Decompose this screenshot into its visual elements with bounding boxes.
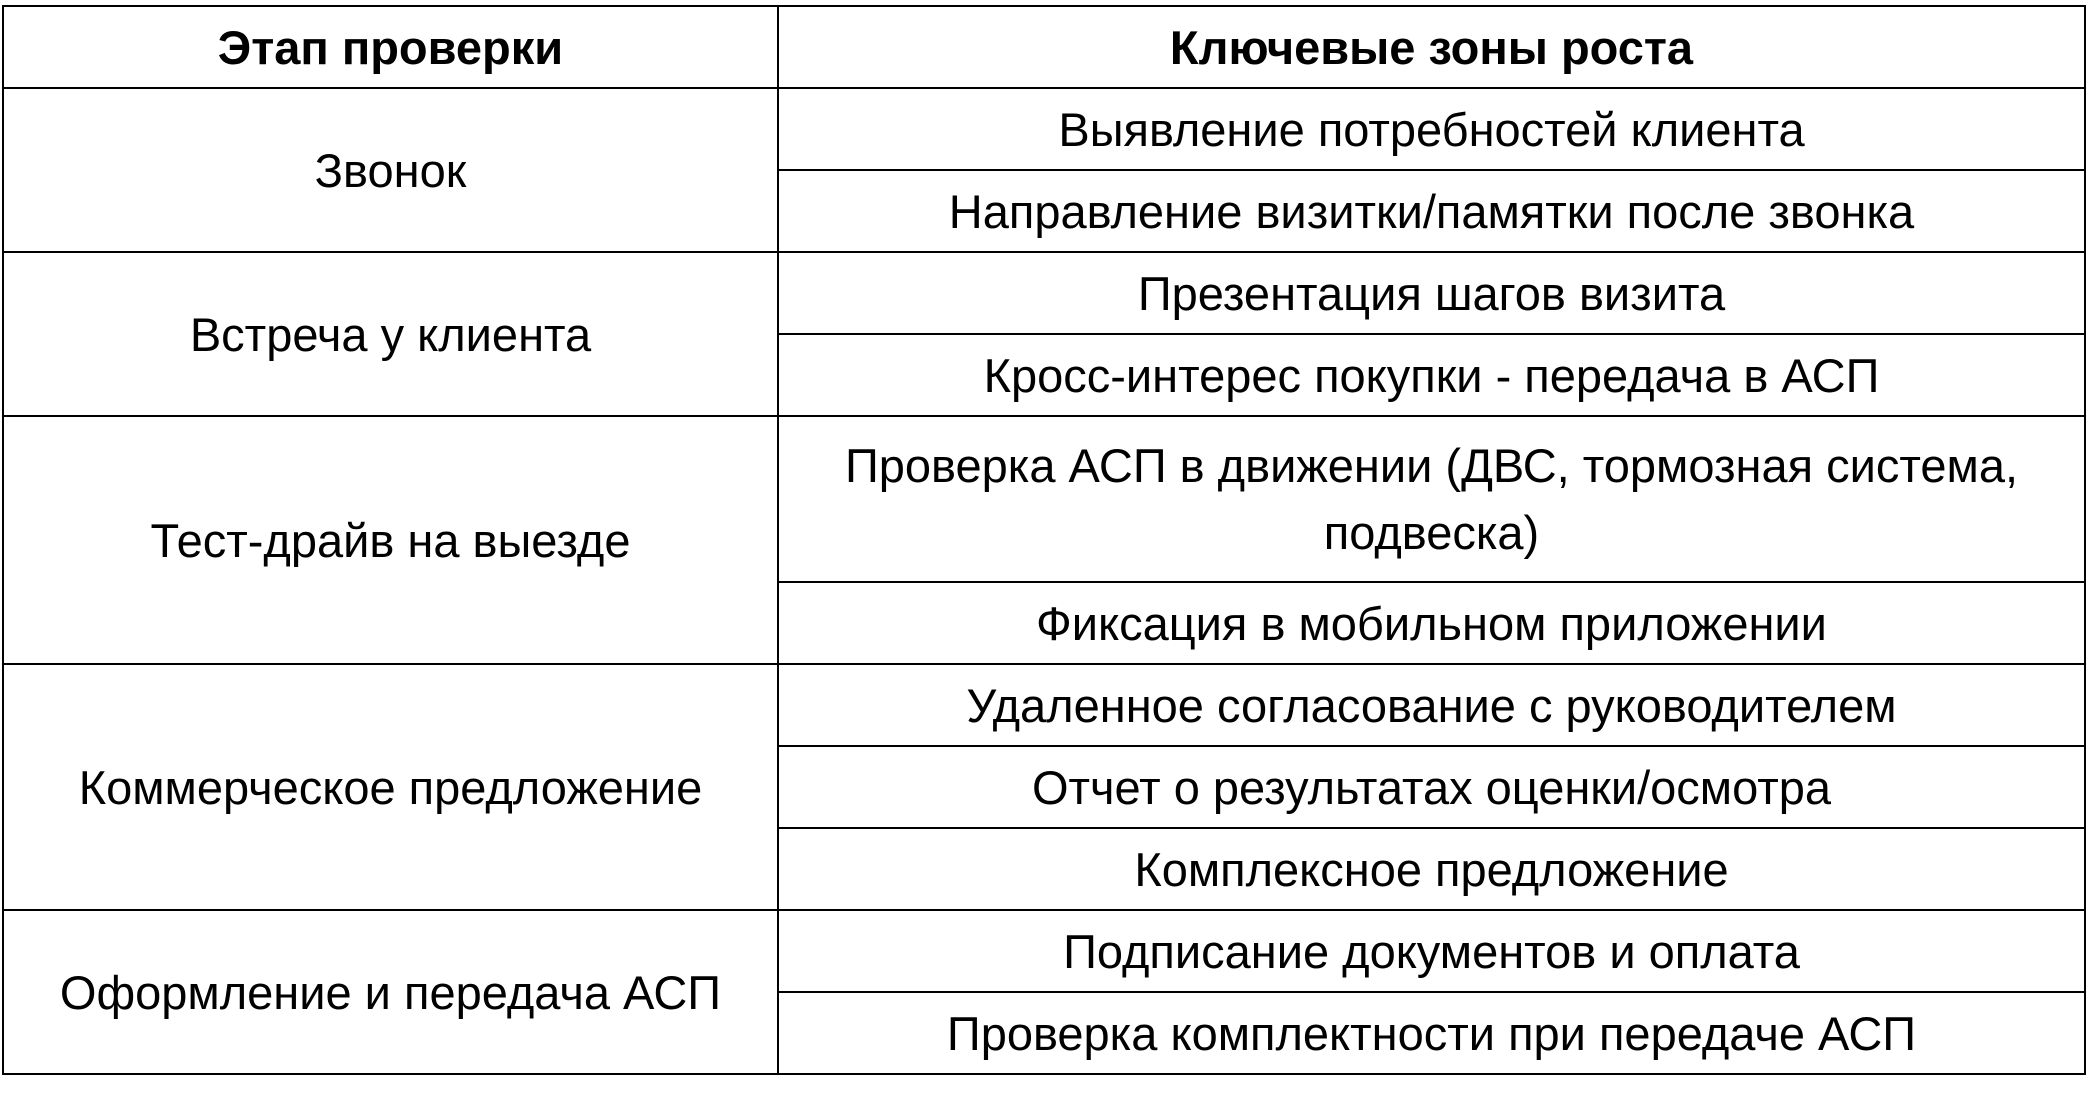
growth-zone-cell: Отчет о результатах оценки/осмотра bbox=[778, 746, 2085, 828]
growth-zone-cell: Выявление потребностей клиента bbox=[778, 88, 2085, 170]
growth-zones-table bbox=[2, 5, 2086, 1075]
growth-zone-cell: Подписание документов и оплата bbox=[778, 910, 2085, 992]
table-row bbox=[3, 416, 2085, 582]
stage-cell: Звонок bbox=[3, 88, 778, 252]
header-row bbox=[3, 6, 2085, 88]
growth-zone-cell: Проверка комплектности при передаче АСП bbox=[778, 992, 2085, 1074]
stage-cell: Тест-драйв на выезде bbox=[3, 416, 778, 664]
header-stage: Этап проверки bbox=[3, 6, 778, 88]
growth-zone-cell: Кросс-интерес покупки - передача в АСП bbox=[778, 334, 2085, 416]
table-row bbox=[3, 252, 2085, 334]
header-growth-zones: Ключевые зоны роста bbox=[778, 6, 2085, 88]
growth-zone-cell: Комплексное предложение bbox=[778, 828, 2085, 910]
growth-zone-cell: Удаленное согласование с руководителем bbox=[778, 664, 2085, 746]
stage-cell: Коммерческое предложение bbox=[3, 664, 778, 910]
table-row bbox=[3, 88, 2085, 170]
table-row bbox=[3, 664, 2085, 746]
growth-zone-cell: Направление визитки/памятки после звонка bbox=[778, 170, 2085, 252]
table-row bbox=[3, 910, 2085, 992]
stage-cell: Оформление и передача АСП bbox=[3, 910, 778, 1074]
growth-zone-cell: Презентация шагов визита bbox=[778, 252, 2085, 334]
stage-cell: Встреча у клиента bbox=[3, 252, 778, 416]
growth-zone-cell: Проверка АСП в движении (ДВС, тормозная система, подвеска) bbox=[778, 416, 2085, 582]
growth-zones-table-container bbox=[2, 5, 2086, 1075]
growth-zone-cell: Фиксация в мобильном приложении bbox=[778, 582, 2085, 664]
